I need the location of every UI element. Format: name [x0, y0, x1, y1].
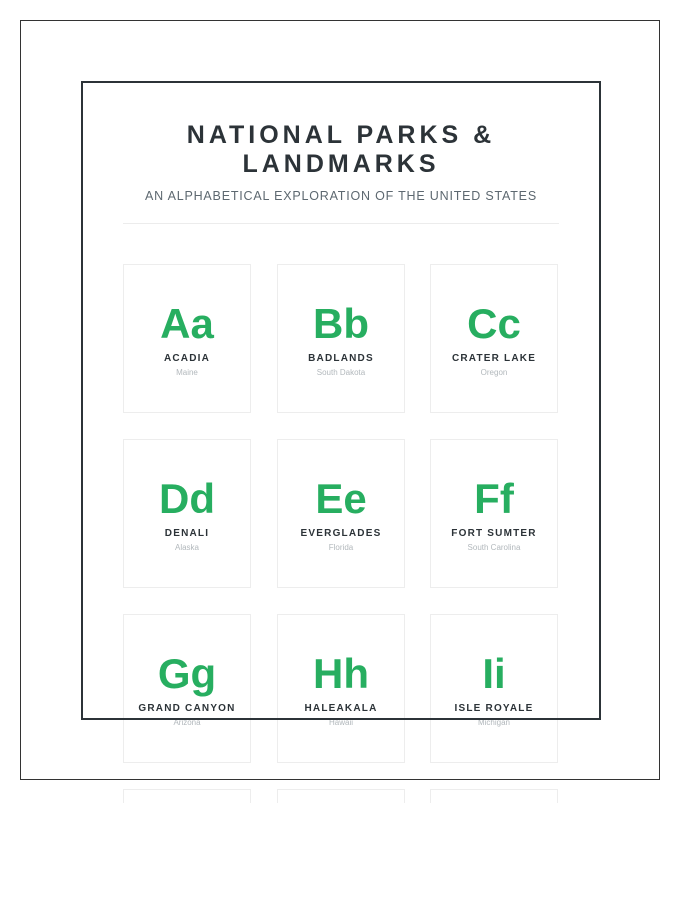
poster-title — [123, 121, 559, 179]
card-letter: Hh — [313, 650, 369, 697]
park-card-i — [430, 614, 558, 763]
poster-subtitle: AN ALPHABETICAL EXPLORATION OF THE UNITED STATES — [145, 189, 537, 203]
title-line-2: LANDMARKS — [242, 150, 440, 178]
card-letter: Bb — [313, 300, 369, 347]
park-card-partial — [430, 789, 558, 803]
card-state: South Carolina — [467, 543, 521, 552]
card-park-name: ISLE ROYALE — [454, 703, 534, 714]
park-card-e — [277, 439, 405, 588]
card-state: Michigan — [477, 718, 510, 727]
card-park-name: GRAND CANYON — [138, 703, 236, 714]
park-card-c — [430, 264, 558, 413]
card-letter: Ii — [482, 650, 506, 697]
park-card-partial — [277, 789, 405, 803]
poster-header — [123, 83, 559, 203]
card-letter: Dd — [159, 475, 215, 522]
park-card-g — [123, 614, 251, 763]
card-state: Oregon — [480, 368, 508, 377]
header-divider — [123, 223, 559, 224]
park-card-b — [277, 264, 405, 413]
park-card-h — [277, 614, 405, 763]
card-letter: Aa — [160, 300, 214, 347]
card-state: Hawaii — [328, 718, 353, 727]
card-state: Florida — [328, 543, 354, 552]
card-park-name: EVERGLADES — [300, 528, 382, 539]
card-park-name: ACADIA — [163, 353, 211, 364]
card-state: Arizona — [173, 718, 201, 727]
poster-content — [83, 83, 599, 803]
card-letter: Ee — [315, 475, 367, 522]
card-park-name: HALEAKALA — [304, 703, 378, 714]
park-card-partial — [123, 789, 251, 803]
card-state: Alaska — [174, 543, 199, 552]
park-card-f — [430, 439, 558, 588]
card-state: Maine — [176, 368, 198, 377]
card-letter: Gg — [157, 650, 217, 697]
card-letter: Ff — [474, 475, 514, 522]
card-park-name: DENALI — [164, 528, 210, 539]
card-state: South Dakota — [316, 368, 366, 377]
title-line-1: NATIONAL PARKS & — [186, 121, 496, 149]
card-park-name: FORT SUMTER — [451, 528, 537, 539]
park-card-a — [123, 264, 251, 413]
card-letter: Cc — [467, 300, 521, 347]
park-card-d — [123, 439, 251, 588]
card-park-name: BADLANDS — [308, 353, 374, 364]
card-park-name: CRATER LAKE — [451, 353, 537, 364]
